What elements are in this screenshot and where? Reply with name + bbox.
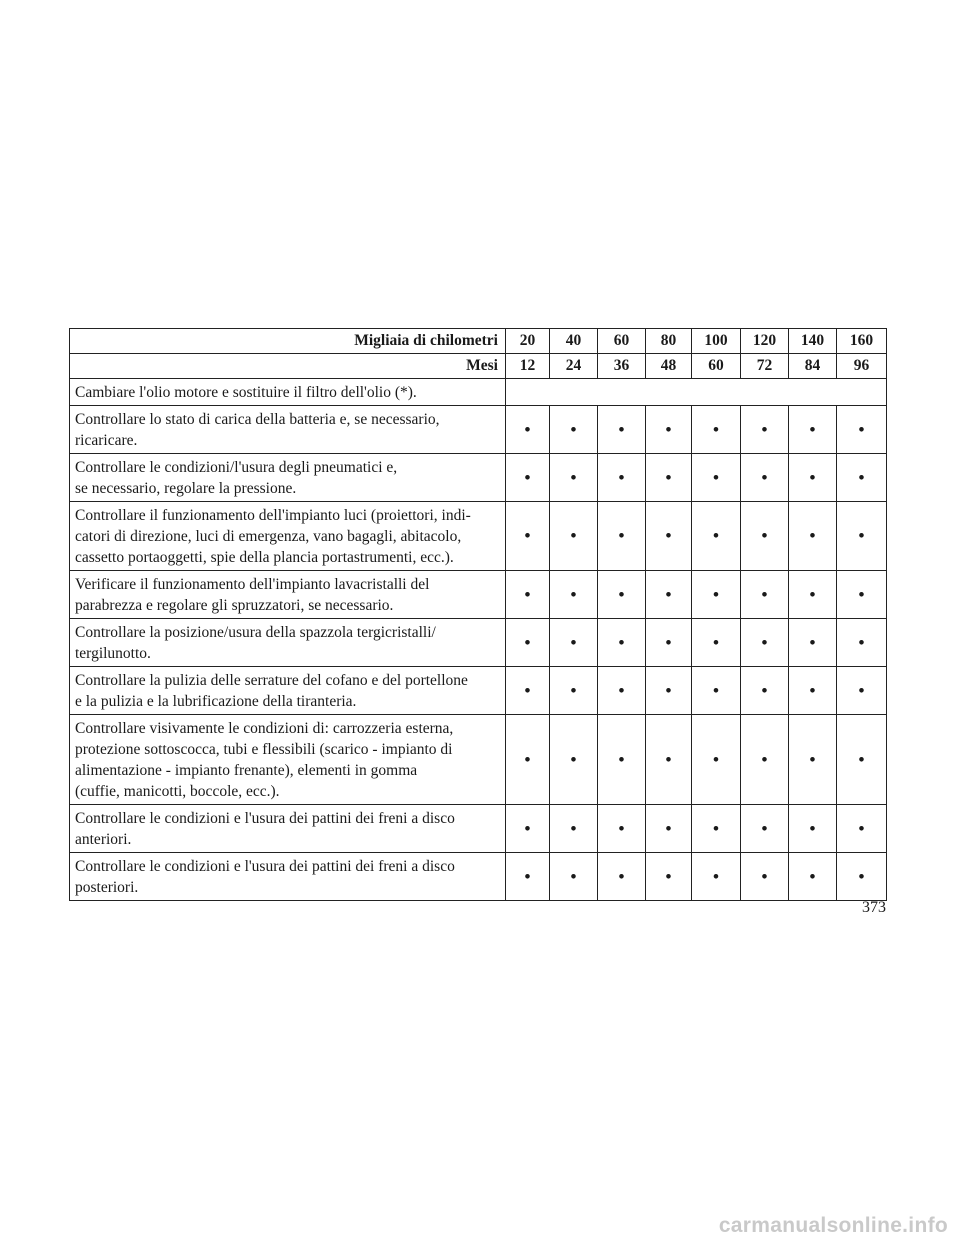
- bullet-mark-icon: •: [858, 526, 865, 545]
- bullet-mark-icon: •: [524, 632, 531, 652]
- interval-mark-cell: [598, 853, 646, 901]
- bullet-mark-icon: •: [618, 467, 625, 487]
- service-item-description: Cambiare l'olio motore e sostituire il filtro dell'olio (*).: [70, 379, 506, 406]
- bullet-mark-icon: •: [809, 632, 816, 652]
- bullet-mark-icon: •: [809, 749, 816, 769]
- bullet-mark-icon: •: [524, 467, 531, 487]
- bullet-mark-icon: •: [618, 680, 625, 700]
- header-row-km: [70, 329, 887, 354]
- interval-mark-cell: [598, 406, 646, 454]
- interval-mark-cell: [692, 454, 741, 502]
- interval-mark-cell: [598, 619, 646, 667]
- interval-mark-cell: [692, 502, 741, 571]
- bullet-mark-icon: •: [524, 526, 531, 545]
- interval-mark-cell: [837, 715, 887, 805]
- service-item-description: Controllare le condizioni e l'usura dei pattini dei freni a disco anteriori.: [70, 805, 506, 853]
- months-header-cell: 12: [506, 354, 550, 379]
- interval-mark-cell: [789, 667, 837, 715]
- bullet-mark-icon: •: [761, 818, 768, 838]
- bullet-mark-icon: •: [665, 818, 672, 838]
- interval-mark-cell: [692, 406, 741, 454]
- service-item-description: Controllare le condizioni e l'usura dei pattini dei freni a disco posteriori.: [70, 853, 506, 901]
- bullet-mark-icon: •: [570, 584, 577, 604]
- bullet-mark-icon: •: [618, 749, 625, 769]
- bullet-mark-icon: •: [665, 467, 672, 487]
- bullet-mark-icon: •: [524, 818, 531, 838]
- interval-mark-cell: [692, 667, 741, 715]
- interval-mark-cell: [789, 502, 837, 571]
- bullet-mark-icon: •: [618, 632, 625, 652]
- interval-mark-cell: [789, 454, 837, 502]
- table-row: [70, 502, 887, 571]
- interval-mark-cell: [598, 805, 646, 853]
- interval-mark-cell: [506, 454, 550, 502]
- bullet-mark-icon: •: [858, 866, 865, 886]
- service-item-description: Controllare visivamente le condizioni di: carrozzeria esterna, protezione sottoscocca, tubi e flessibili (scarico - impianto di alimentazione - impianto frenante), elementi in gomma (cuffie, manicotti, boccole, ecc.).: [70, 715, 506, 805]
- interval-mark-cell: [741, 406, 789, 454]
- bullet-mark-icon: •: [713, 467, 719, 487]
- bullet-mark-icon: •: [761, 467, 768, 487]
- km-header-cell: 100: [692, 329, 741, 354]
- interval-mark-cell: [646, 454, 692, 502]
- interval-mark-cell: [506, 571, 550, 619]
- header-row-months: [70, 354, 887, 379]
- bullet-mark-icon: •: [713, 584, 719, 604]
- interval-mark-cell: [646, 502, 692, 571]
- interval-mark-cell: [550, 667, 598, 715]
- km-header-cell: 140: [789, 329, 837, 354]
- interval-mark-cell: [646, 406, 692, 454]
- interval-mark-cell: [506, 805, 550, 853]
- interval-mark-cell: [692, 805, 741, 853]
- bullet-mark-icon: •: [618, 419, 625, 439]
- interval-mark-cell: [837, 454, 887, 502]
- interval-mark-cell: [506, 406, 550, 454]
- km-header-cell: 120: [741, 329, 789, 354]
- interval-mark-cell: [837, 571, 887, 619]
- interval-mark-cell: [837, 502, 887, 571]
- months-header-cell: 96: [837, 354, 887, 379]
- interval-mark-cell: [646, 805, 692, 853]
- interval-mark-cell: [646, 619, 692, 667]
- bullet-mark-icon: •: [570, 680, 577, 700]
- bullet-mark-icon: •: [858, 749, 865, 769]
- interval-mark-cell: [789, 619, 837, 667]
- bullet-mark-icon: •: [713, 419, 719, 439]
- service-item-description: Controllare lo stato di carica della batteria e, se necessario, ricaricare.: [70, 406, 506, 454]
- interval-mark-cell: [741, 853, 789, 901]
- interval-mark-cell: [837, 667, 887, 715]
- months-header-cell: 24: [550, 354, 598, 379]
- km-header-cell: 160: [837, 329, 887, 354]
- bullet-mark-icon: •: [665, 680, 672, 700]
- interval-mark-cell: [506, 619, 550, 667]
- bullet-mark-icon: •: [665, 584, 672, 604]
- bullet-mark-icon: •: [618, 526, 625, 545]
- watermark-text: carmanualsonline.info: [718, 1214, 948, 1237]
- bullet-mark-icon: •: [858, 419, 865, 439]
- bullet-mark-icon: •: [570, 467, 577, 487]
- interval-mark-cell: [741, 454, 789, 502]
- table-row: [70, 667, 887, 715]
- table-body: [70, 379, 887, 901]
- bullet-mark-icon: •: [713, 818, 719, 838]
- interval-mark-cell: [837, 406, 887, 454]
- service-item-description: Controllare la pulizia delle serrature del cofano e del portellone e la pulizia e la lubrificazione della tiranteria.: [70, 667, 506, 715]
- interval-mark-cell: [598, 715, 646, 805]
- interval-mark-cell: [506, 715, 550, 805]
- bullet-mark-icon: •: [665, 526, 672, 545]
- months-header-cell: 36: [598, 354, 646, 379]
- interval-mark-cell: [741, 805, 789, 853]
- km-header-cell: 80: [646, 329, 692, 354]
- bullet-mark-icon: •: [858, 467, 865, 487]
- interval-mark-cell: [550, 571, 598, 619]
- interval-mark-cell: [837, 619, 887, 667]
- bullet-mark-icon: •: [809, 419, 816, 439]
- bullet-mark-icon: •: [524, 680, 531, 700]
- bullet-mark-icon: •: [665, 749, 672, 769]
- bullet-mark-icon: •: [570, 818, 577, 838]
- table-row: [70, 619, 887, 667]
- service-item-description: Controllare le condizioni/l'usura degli pneumatici e, se necessario, regolare la pressione.: [70, 454, 506, 502]
- interval-mark-cell: [550, 502, 598, 571]
- months-header-cell: 60: [692, 354, 741, 379]
- months-header-cell: 84: [789, 354, 837, 379]
- interval-mark-cell: [789, 715, 837, 805]
- bullet-mark-icon: •: [809, 680, 816, 700]
- bullet-mark-icon: •: [524, 866, 531, 886]
- bullet-mark-icon: •: [809, 818, 816, 838]
- interval-mark-cell: [550, 619, 598, 667]
- bullet-mark-icon: •: [713, 632, 719, 652]
- interval-mark-cell: [837, 853, 887, 901]
- km-header-label: Migliaia di chilometri: [70, 329, 506, 354]
- bullet-mark-icon: •: [761, 584, 768, 604]
- bullet-mark-icon: •: [618, 584, 625, 604]
- interval-mark-cell: [550, 715, 598, 805]
- months-header-label: Mesi: [70, 354, 506, 379]
- interval-mark-cell: [789, 805, 837, 853]
- bullet-mark-icon: •: [524, 584, 531, 604]
- service-item-description: Verificare il funzionamento dell'impianto lavacristalli del parabrezza e regolare gli spruzzatori, se necessario.: [70, 571, 506, 619]
- bullet-mark-icon: •: [713, 680, 719, 700]
- km-header-cell: 20: [506, 329, 550, 354]
- interval-mark-cell: [646, 571, 692, 619]
- bullet-mark-icon: •: [858, 818, 865, 838]
- bullet-mark-icon: •: [665, 632, 672, 652]
- bullet-mark-icon: •: [809, 467, 816, 487]
- bullet-mark-icon: •: [570, 526, 577, 545]
- bullet-mark-icon: •: [809, 526, 816, 545]
- table-row: [70, 571, 887, 619]
- interval-mark-cell: [741, 502, 789, 571]
- maintenance-schedule-table: [69, 328, 887, 901]
- interval-mark-cell: [789, 571, 837, 619]
- interval-mark-cell: [550, 805, 598, 853]
- bullet-mark-icon: •: [570, 749, 577, 769]
- months-header-cell: 72: [741, 354, 789, 379]
- bullet-mark-icon: •: [761, 632, 768, 652]
- interval-mark-cell: [506, 502, 550, 571]
- table-row: [70, 853, 887, 901]
- bullet-mark-icon: •: [524, 749, 531, 769]
- km-header-cell: 40: [550, 329, 598, 354]
- bullet-mark-icon: •: [713, 866, 719, 886]
- bullet-mark-icon: •: [809, 584, 816, 604]
- interval-mark-cell: [506, 667, 550, 715]
- interval-mark-cell: [741, 667, 789, 715]
- bullet-mark-icon: •: [809, 866, 816, 886]
- interval-mark-cell: [598, 454, 646, 502]
- bullet-mark-icon: •: [858, 632, 865, 652]
- bullet-mark-icon: •: [524, 419, 531, 439]
- bullet-mark-icon: •: [761, 419, 768, 439]
- bullet-mark-icon: •: [570, 632, 577, 652]
- interval-mark-cell: [692, 715, 741, 805]
- table-row: [70, 805, 887, 853]
- page-number: 373: [862, 899, 886, 916]
- table-row: [70, 379, 887, 406]
- interval-mark-cell: [837, 805, 887, 853]
- interval-mark-cell: [692, 619, 741, 667]
- bullet-mark-icon: •: [761, 866, 768, 886]
- interval-mark-cell: [550, 454, 598, 502]
- interval-mark-cell: [692, 853, 741, 901]
- table-row: [70, 715, 887, 805]
- bullet-mark-icon: •: [761, 680, 768, 700]
- interval-mark-cell: [646, 715, 692, 805]
- bullet-mark-icon: •: [665, 419, 672, 439]
- bullet-mark-icon: •: [618, 818, 625, 838]
- interval-mark-cell: [506, 853, 550, 901]
- interval-mark-cell: [550, 853, 598, 901]
- bullet-mark-icon: •: [665, 866, 672, 886]
- table-row: [70, 454, 887, 502]
- bullet-mark-icon: •: [713, 749, 719, 769]
- interval-mark-cell: [692, 571, 741, 619]
- service-item-description: Controllare il funzionamento dell'impianto luci (proiettori, indi- catori di direzione, luci di emergenza, vano bagagli, abitacolo, cassetto portaoggetti, spie della plancia portastrumenti, ecc.).: [70, 502, 506, 571]
- interval-mark-cell: [646, 667, 692, 715]
- km-header-cell: 60: [598, 329, 646, 354]
- bullet-mark-icon: •: [713, 526, 719, 545]
- interval-mark-cell: [598, 571, 646, 619]
- bullet-mark-icon: •: [618, 866, 625, 886]
- service-item-description: Controllare la posizione/usura della spazzola tergicristalli/ tergilunotto.: [70, 619, 506, 667]
- interval-mark-cell: [789, 406, 837, 454]
- interval-mark-cell: [598, 502, 646, 571]
- interval-mark-cell: [741, 619, 789, 667]
- interval-mark-cell: [598, 667, 646, 715]
- bullet-mark-icon: •: [570, 866, 577, 886]
- table-row: [70, 406, 887, 454]
- bullet-mark-icon: •: [858, 680, 865, 700]
- interval-mark-cell: [741, 571, 789, 619]
- interval-mark-cell: [789, 853, 837, 901]
- bullet-mark-icon: •: [761, 526, 768, 545]
- empty-interval-cell: [506, 379, 887, 406]
- bullet-mark-icon: •: [570, 419, 577, 439]
- bullet-mark-icon: •: [761, 749, 768, 769]
- months-header-cell: 48: [646, 354, 692, 379]
- interval-mark-cell: [550, 406, 598, 454]
- interval-mark-cell: [646, 853, 692, 901]
- bullet-mark-icon: •: [858, 584, 865, 604]
- interval-mark-cell: [741, 715, 789, 805]
